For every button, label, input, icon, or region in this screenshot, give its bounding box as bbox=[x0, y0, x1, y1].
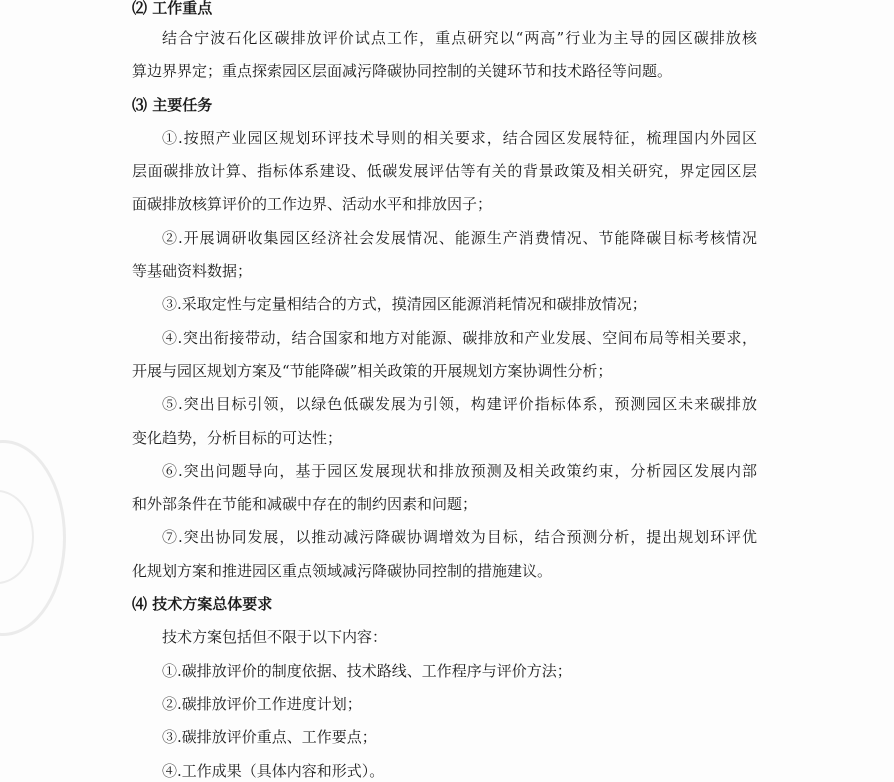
task-line: ⑥.突出问题导向，基于园区发展现状和排放预测及相关政策约束，分析园区发展内部 bbox=[162, 461, 757, 480]
document-body bbox=[132, 0, 757, 782]
paragraph-line: 结合宁波石化区碳排放评价试点工作，重点研究以“两高”行业为主导的园区碳排放核 bbox=[162, 29, 757, 47]
task-line: ⑤.突出目标引领，以绿色低碳发展为引领，构建评价指标体系，预测园区未来碳排放 bbox=[162, 395, 757, 414]
requirement-item: ④.工作成果（具体内容和形式）。 bbox=[162, 761, 385, 780]
task-line: ④.突出衔接带动，结合国家和地方对能源、碳排放和产业发展、空间布局等相关要求， bbox=[162, 328, 757, 347]
task-line: 面碳排放核算评价的工作边界、活动水平和排放因子； bbox=[132, 195, 493, 214]
task-line: 和外部条件在节能和减碳中存在的制约因素和问题； bbox=[132, 495, 478, 514]
section-heading-technical-requirements: ⑷ 技术方案总体要求 bbox=[132, 595, 273, 614]
task-line: ⑦.突出协同发展，以推动减污降碳协调增效为目标，结合预测分析，提出规划环评优 bbox=[162, 528, 757, 547]
section-heading-key-work: ⑵ 工作重点 bbox=[132, 0, 213, 17]
task-line: 等基础资料数据； bbox=[132, 262, 253, 281]
requirement-item: ③.碳排放评价重点、工作要点； bbox=[162, 728, 377, 747]
task-line: ②.开展调研收集园区经济社会发展情况、能源生产消费情况、节能降碳目标考核情况 bbox=[162, 228, 757, 247]
requirement-item: ①.碳排放评价的制度依据、技术路线、工作程序与评价方法； bbox=[162, 661, 572, 680]
section-heading-main-tasks: ⑶ 主要任务 bbox=[132, 95, 213, 114]
task-line: ①.按照产业园区规划环评技术导则的相关要求，结合园区发展特征，梳理国内外园区 bbox=[162, 128, 757, 147]
task-line: 开展与园区规划方案及“节能降碳”相关政策的开展规划方案协调性分析； bbox=[132, 361, 613, 380]
task-line: ③.采取定性与定量相结合的方式，摸清园区能源消耗情况和碳排放情况； bbox=[162, 295, 647, 314]
task-line: 层面碳排放计算、指标体系建设、低碳发展评估等有关的背景政策及相关研究，界定园区层 bbox=[132, 162, 757, 181]
requirement-item: ②.碳排放评价工作进度计划； bbox=[162, 694, 362, 713]
task-line: 变化趋势，分析目标的可达性； bbox=[132, 428, 343, 447]
paragraph-line: 算边界界定；重点探索园区层面减污降碳协同控制的关键环节和技术路径等问题。 bbox=[132, 62, 673, 81]
paragraph-line: 技术方案包括但不限于以下内容： bbox=[162, 628, 388, 647]
task-line: 化规划方案和推进园区重点领域减污降碳协同控制的措施建议。 bbox=[132, 561, 553, 580]
